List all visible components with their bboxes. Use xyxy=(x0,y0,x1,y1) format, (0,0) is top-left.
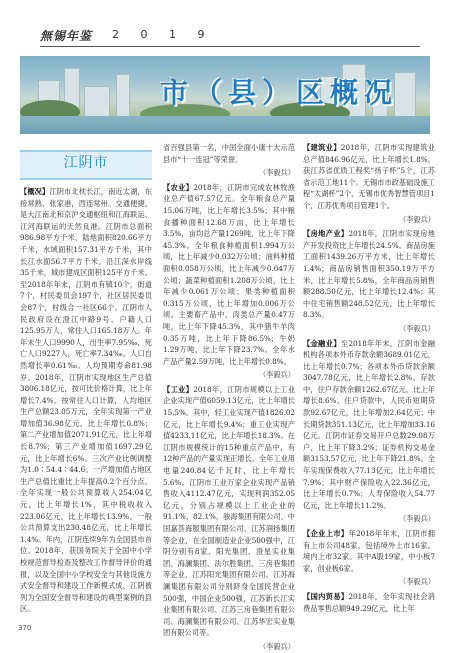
author-credit: （李毅兵） xyxy=(259,370,295,380)
column-middle xyxy=(163,142,295,651)
section-title: 市（县）区概况 xyxy=(160,76,399,109)
author-credit: （李毅兵） xyxy=(399,577,435,587)
city-skyline-banner xyxy=(20,56,430,134)
trade-paragraph xyxy=(303,591,435,614)
city-name: 江阴市 xyxy=(63,155,109,171)
listing-paragraph xyxy=(303,528,435,574)
real-estate-text: 2018年，江阴市实现房地产开发投资比上年增长24.5%。商品房施工面积1439.26万平方米，比上年增长1.4%；商品房销售面积350.19万平方米，比上年增长5.8%，全年商品房销售额288.50亿元，比上年增长12.4%；其中住宅销售额248.52亿元，比上年增长8.3%。 xyxy=(303,229,435,320)
building xyxy=(116,74,130,120)
construction-label: 【建筑业】 xyxy=(303,143,341,152)
agriculture-text: 2018年，江阴市完成农林牧渔业总产值67.57亿元。全年粮食总产量15.06万吨，比上年增长3.5%；其中粮食播种面积12.68万亩，比上年增长3.5%，亩均总产量1269吨，比上年下降45.3%。全年粮食种植面积1.994万公顷，比上年减少0.032万公顷；油料种植面积0.058万公顷，比上年减少0.047万公顷；蔬菜种植面积1.208万公顷，比上年减少0.061万公顷；果类种植面积0.315万公顷，比上年增加0.006万公顷。主要畜产品中，肉类总产量0.47万吨，比上年下降45.3%，其中猪牛羊肉0.35万吨，比上年下降86.5%；牛奶1.29万吨，比上年下降23.7%。全年水产品产量2.59万吨，比上年增长0.8%。 xyxy=(163,182,295,366)
overview-label: 【概况】 xyxy=(20,187,50,196)
trade-label: 【国内贸易】 xyxy=(303,591,349,601)
author-credit: （李毅兵） xyxy=(399,214,435,224)
author-credit: （李毅兵） xyxy=(259,168,295,178)
overview-text: 江阴市北枕长江，南近太湖，东接常熟、张家港，西连常州。交通便捷，是大江南北和京沪交通枢纽和江海联运、江河海联运的天然良港。江阴市总面积986.98平方千米，陆地面积820.66平方千米，水域面积157.31平方千米，其中长江水面56.7平方千米。沿江深水岸线35千米，城市建成区面积125平方千米。至2018年年末，江阴市有镇10个，街道7个，村民委员会197个，社区居民委员会87个，村级合一社区66个。江阴市人民政府设在澄江中路9号。户籍人口125.95万人，常住人口165.18万人。年年末生人口9990人，出生率7.95‰，死亡人口9227人，死亡率7.34‰，人口自然增长率0.61‰。人均预期寿命81.98岁。2018年，江阴市实现地区生产总值3806.18亿元，按可比价格计算，比上年增长7.4%。按常住人口计算，人均地区生产总额23.05万元，全年实现第一产业增加值36.98亿元，比上年增长0.8%；第二产业增加值2071.91亿元，比上年增长8.7%；第三产业增加值1697.29亿元，比上年增长6%。三次产业比例调整为1.0∶54.4∶44.6。一产增加值占地区生产总值比重比上年提高0.2个百分点。全年实现一般公共预算收入254.04亿元，比上年增长1%，其中税收收入223.06亿元，比上年增长13.9%。一般公共预算支出230.48亿元，比上年增长1.4%。年内，江阴连续9年为全国县市首位。2018年，获国务院关于全国中小学校规范督导检查及整改工作督导评价的通报，以及全国中小学校安全与其他设施方式安全督导和建设工作新模式成，江阴被列为全国安全督导和建设的典型案例的县区。 xyxy=(20,187,152,614)
city-heading-box xyxy=(20,150,152,180)
author-credit: （李毅兵） xyxy=(259,641,295,651)
agriculture-label: 【农业】 xyxy=(163,182,194,192)
intro-text: 省百强县第一名，中国全面小康十大示范县市“十一连冠”等荣誉。 xyxy=(163,143,295,164)
real-estate-label: 【房地产业】 xyxy=(303,229,349,239)
overview-paragraph xyxy=(20,186,152,615)
page-header xyxy=(0,0,449,54)
construction-text: 2018年，江阴市实现建筑业总产值846.96亿元，比上年增长1.8%。获江苏省优质工程奖“扬子杯”5个，江苏省示范工地11个。无锡市市政基础设施工程“太湖杯”2个，无锡市优秀智慧管项目1个，江苏优秀项目管理1个。 xyxy=(303,143,435,210)
finance-paragraph xyxy=(303,338,435,512)
listing-label: 【企业上市】 xyxy=(303,529,349,538)
industry-text: 2018年，江阴市规模以上工业企业实现产值6059.13亿元，比上年增长15.5%。其中，轻工业实现产值1826.02亿元，比上年增长9.4%；重工业实现产值4233.11亿元，比上年增长18.3%。在江阴市规模统计的15种重点产品中，有12种产品的产量实现正增长。全年工业用电量240.84亿千瓦时，比上年增长5.6%。江阴市工业万家企业实现产品销售收入4112.47亿元，实现利润352.05亿元，分别占规模以上工业企业的91.1%、82.1%。骏海集团有限公司、中国嘉荟海服集团有限公司、江苏润扬集团等企业，在全国制造业企业500强中，江阴分别有8家、阳光集团、澄星实业集团、海澜集团、法尔胜集团、三房巷集团等企业，江苏阳光集团有限公司、江苏海澜集团有限公司分别跻身全国民营企业500强，中国企业500强，江苏新长江实业集团有限公司、江苏三房巷集团有限公司、海澜集团有限公司、江苏华宏实业集团有限公司等。 xyxy=(163,384,295,638)
construction-paragraph xyxy=(303,142,435,212)
listing-text: 年2018年年末，江阴市拥有上市公司48家，包括境外上市16家，境内上市32家。其中A股19家，中小板7家，创业板6家。 xyxy=(303,529,435,573)
column-left xyxy=(20,150,152,617)
header-rule xyxy=(40,46,420,47)
intro-paragraph xyxy=(163,142,295,165)
page-number: 370 xyxy=(18,624,32,632)
author-credit: （李毅兵） xyxy=(399,514,435,524)
author-credit: （李毅兵） xyxy=(399,323,435,333)
real-estate-paragraph xyxy=(303,228,435,321)
trade-text: 2018年，全年实现社会消费品零售总额949.29亿元，比上年 xyxy=(303,591,435,613)
river-water xyxy=(20,116,430,134)
agriculture-paragraph xyxy=(163,182,295,368)
industry-label: 【工业】 xyxy=(163,384,194,394)
yearbook-title: 無锡年鉴 xyxy=(40,29,93,43)
industry-paragraph xyxy=(163,384,295,639)
yearbook-year: 2 0 1 9 xyxy=(112,28,214,41)
building xyxy=(84,86,110,120)
finance-text: 至2018年年末，江阴市金融机构各项本外币存款余额3689.01亿元，比上年增长0.7%；各项本外币贷款余额3047.78亿元，比上年增长2.8%。存款中，住户存款余额1262.67亿元，比上年增长8.6%。住户贷款中，人民币短期贷款92.67亿元，比上年增加2.64亿元；中长期贷款351.13亿元，比上年增加33.16亿元。江阴市证券交易开户总数29.08万户，比上年下降3.2%；证券机构交易金额3153.57亿元，比上年下降21.8%。全年实现保费收入77.13亿元，比上年增长7.9%；其中财产保险收入22.36亿元，比上年增长0.7%；人寿保险收入54.77亿元，比上年增长11.2%。 xyxy=(303,338,435,510)
finance-label: 【金融业】 xyxy=(303,338,341,348)
column-right xyxy=(303,142,435,616)
